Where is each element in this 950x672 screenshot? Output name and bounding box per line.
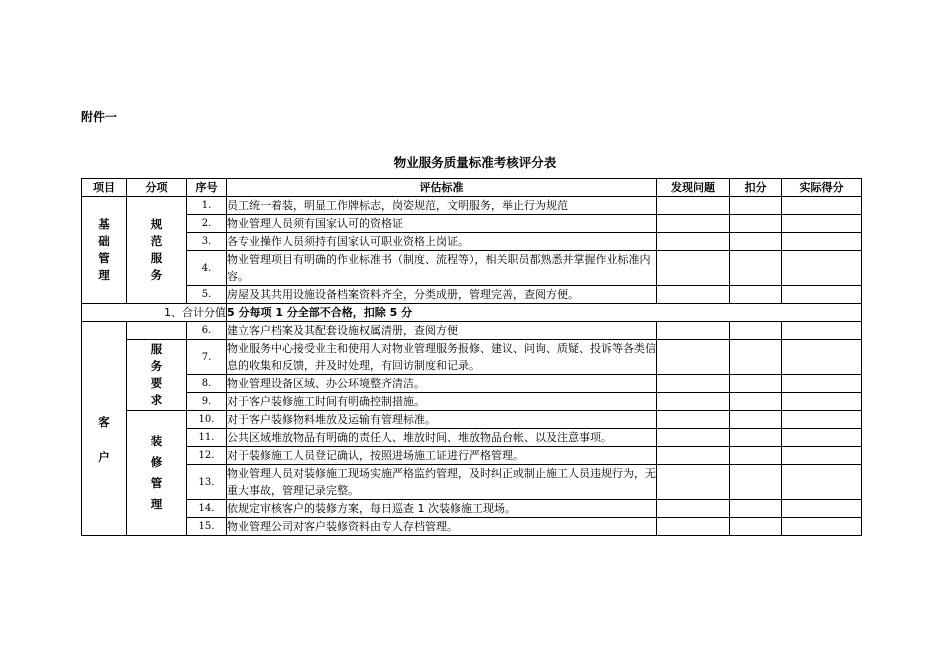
actual-score-cell[interactable] <box>782 429 862 447</box>
row-number: 13. <box>187 465 227 500</box>
table-row <box>82 500 862 518</box>
issues-cell[interactable] <box>657 197 730 215</box>
deduction-cell[interactable] <box>730 215 782 233</box>
deduction-cell[interactable] <box>730 518 782 536</box>
criteria-text: 对于客户装修物料堆放及运输有管理标准。 <box>227 411 657 429</box>
actual-score-cell[interactable] <box>782 340 862 375</box>
header-row <box>82 179 862 197</box>
issues-cell[interactable] <box>657 215 730 233</box>
project-basic-management: 基 础 管 理 <box>82 197 127 304</box>
evaluation-table <box>81 178 862 536</box>
category-blank <box>127 322 187 340</box>
table-row <box>82 286 862 304</box>
row-number: 15. <box>187 518 227 536</box>
project-customer: 客 户 <box>82 322 127 536</box>
header-category: 分项 <box>127 179 187 197</box>
criteria-text: 对于装修施工人员登记确认，按照进场施工证进行严格管理。 <box>227 447 657 465</box>
table-row <box>82 411 862 429</box>
table-row <box>82 429 862 447</box>
category-service-requirements: 服 务 要 求 <box>127 340 187 411</box>
deduction-cell[interactable] <box>730 233 782 251</box>
issues-cell[interactable] <box>657 251 730 286</box>
deduction-cell[interactable] <box>730 286 782 304</box>
header-issues: 发现问题 <box>657 179 730 197</box>
row-number: 4. <box>187 251 227 286</box>
actual-score-cell[interactable] <box>782 465 862 500</box>
issues-cell[interactable] <box>657 322 730 340</box>
actual-score-cell[interactable] <box>782 286 862 304</box>
criteria-text: 公共区域堆放物品有明确的责任人、堆放时间、堆放物品台帐、以及注意事项。 <box>227 429 657 447</box>
table-row <box>82 447 862 465</box>
table-row <box>82 393 862 411</box>
row-number: 1. <box>187 197 227 215</box>
issues-cell[interactable] <box>657 233 730 251</box>
issues-cell[interactable] <box>657 286 730 304</box>
actual-score-cell[interactable] <box>782 518 862 536</box>
issues-cell[interactable] <box>657 411 730 429</box>
row-number: 3. <box>187 233 227 251</box>
row-number: 10. <box>187 411 227 429</box>
subtotal-row <box>82 304 862 322</box>
table-row <box>82 518 862 536</box>
issues-cell[interactable] <box>657 393 730 411</box>
issues-cell[interactable] <box>657 375 730 393</box>
deduction-cell[interactable] <box>730 429 782 447</box>
deduction-cell[interactable] <box>730 411 782 429</box>
category-decoration-management: 装 修 管 理 <box>127 411 187 536</box>
criteria-text: 物业服务中心接受业主和使用人对物业管理服务报修、建议、问询、质疑、投诉等各类信息的收集和反馈，并及时处理，有回访制度和记录。 <box>227 340 657 375</box>
row-number: 12. <box>187 447 227 465</box>
issues-cell[interactable] <box>657 500 730 518</box>
row-number: 14. <box>187 500 227 518</box>
header-deduction: 扣分 <box>730 179 782 197</box>
deduction-cell[interactable] <box>730 393 782 411</box>
subtotal-label: 1、合计分值 <box>82 304 227 322</box>
row-number: 8. <box>187 375 227 393</box>
issues-cell[interactable] <box>657 465 730 500</box>
row-number: 7. <box>187 340 227 375</box>
header-no: 序号 <box>187 179 227 197</box>
actual-score-cell[interactable] <box>782 215 862 233</box>
table-row <box>82 215 862 233</box>
criteria-text: 物业管理项目有明确的作业标准书（制度、流程等），相关职员都熟悉并掌握作业标准内容。 <box>227 251 657 286</box>
table-row <box>82 340 862 375</box>
deduction-cell[interactable] <box>730 251 782 286</box>
table-row <box>82 197 862 215</box>
row-number: 11. <box>187 429 227 447</box>
header-project: 项目 <box>82 179 127 197</box>
actual-score-cell[interactable] <box>782 251 862 286</box>
criteria-text: 建立客户档案及其配套设施权属清册，查阅方便 <box>227 322 657 340</box>
attachment-label: 附件一 <box>81 110 118 124</box>
actual-score-cell[interactable] <box>782 233 862 251</box>
deduction-cell[interactable] <box>730 500 782 518</box>
document-title: 物业服务质量标准考核评分表 <box>393 155 557 170</box>
criteria-text: 各专业操作人员须持有国家认可职业资格上岗证。 <box>227 233 657 251</box>
table-row <box>82 251 862 286</box>
actual-score-cell[interactable] <box>782 197 862 215</box>
criteria-text: 依规定审核客户的装修方案，每日巡查 1 次装修施工现场。 <box>227 500 657 518</box>
deduction-cell[interactable] <box>730 340 782 375</box>
deduction-cell[interactable] <box>730 465 782 500</box>
issues-cell[interactable] <box>657 340 730 375</box>
issues-cell[interactable] <box>657 429 730 447</box>
actual-score-cell[interactable] <box>782 393 862 411</box>
actual-score-cell[interactable] <box>782 500 862 518</box>
criteria-text: 物业管理公司对客户装修资料由专人存档管理。 <box>227 518 657 536</box>
table-row <box>82 375 862 393</box>
category-standard-service: 规 范 服 务 <box>127 197 187 304</box>
criteria-text: 物业管理人员对装修施工现场实施严格监约管理，及时纠正或制止施工人员违规行为，无重大事故，管理记录完整。 <box>227 465 657 500</box>
actual-score-cell[interactable] <box>782 322 862 340</box>
row-number: 5. <box>187 286 227 304</box>
criteria-text: 对于客户装修施工时间有明确控制措施。 <box>227 393 657 411</box>
table-row <box>82 465 862 500</box>
criteria-text: 员工统一着装，明显工作牌标志，岗姿规范，文明服务，举止行为规范 <box>227 197 657 215</box>
criteria-text: 物业管理设备区域、办公环境整齐清洁。 <box>227 375 657 393</box>
deduction-cell[interactable] <box>730 447 782 465</box>
deduction-cell[interactable] <box>730 322 782 340</box>
actual-score-cell[interactable] <box>782 375 862 393</box>
table-row <box>82 322 862 340</box>
actual-score-cell[interactable] <box>782 411 862 429</box>
issues-cell[interactable] <box>657 518 730 536</box>
header-actual-score: 实际得分 <box>782 179 862 197</box>
header-criteria: 评估标准 <box>227 179 657 197</box>
row-number: 9. <box>187 393 227 411</box>
row-number: 6. <box>187 322 227 340</box>
row-number: 2. <box>187 215 227 233</box>
table-row <box>82 233 862 251</box>
deduction-cell[interactable] <box>730 197 782 215</box>
subtotal-text: 5 分每项 1 分全部不合格，扣除 5 分 <box>227 304 862 322</box>
issues-cell[interactable] <box>657 447 730 465</box>
criteria-text: 房屋及其共用设施设备档案资料齐全，分类成册，管理完善，查阅方便。 <box>227 286 657 304</box>
actual-score-cell[interactable] <box>782 447 862 465</box>
criteria-text: 物业管理人员须有国家认可的资格证 <box>227 215 657 233</box>
deduction-cell[interactable] <box>730 375 782 393</box>
